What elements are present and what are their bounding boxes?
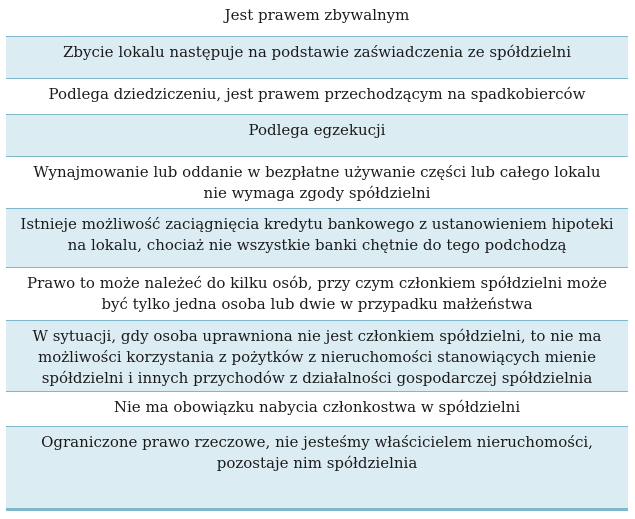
table-row bbox=[6, 209, 628, 268]
table-bottom-border bbox=[6, 509, 628, 511]
table-row bbox=[6, 427, 628, 509]
row-text: Podlega egzekucji bbox=[248, 121, 386, 139]
rights-table bbox=[6, 0, 628, 509]
table-row bbox=[6, 157, 628, 209]
table-row bbox=[6, 268, 628, 321]
row-text: Jest prawem zbywalnym bbox=[224, 6, 410, 24]
table-row bbox=[6, 115, 628, 157]
table-row bbox=[6, 37, 628, 79]
table-row bbox=[6, 392, 628, 427]
row-text: Istnieje możliwość zaciągnięcia kredytu bankowego z ustanowieniem hipoteki na lokalu, chociaż nie wszystkie banki chętnie do tego podchodzą bbox=[20, 215, 614, 254]
row-text: Nie ma obowiązku nabycia członkostwa w spółdzielni bbox=[113, 398, 521, 416]
row-text: Ograniczone prawo rzeczowe, nie jesteśmy właścicielem nieruchomości, pozostaje nim spółdzielnia bbox=[41, 433, 593, 472]
table-row bbox=[6, 0, 628, 37]
row-text: Prawo to może należeć do kilku osób, przy czym członkiem spółdzielni może być tylko jedna osoba lub dwie w przypadku małżeństwa bbox=[27, 274, 607, 313]
table-row bbox=[6, 79, 628, 115]
table-row bbox=[6, 321, 628, 392]
row-text: Podlega dziedziczeniu, jest prawem przechodzącym na spadkobierców bbox=[48, 85, 586, 103]
row-text: Zbycie lokalu następuje na podstawie zaświadczenia ze spółdzielni bbox=[62, 43, 571, 61]
row-text: Wynajmowanie lub oddanie w bezpłatne używanie części lub całego lokalu nie wymaga zgody spółdzielni bbox=[33, 163, 601, 202]
row-text: W sytuacji, gdy osoba uprawniona nie jest członkiem spółdzielni, to nie ma możliwości korzystania z pożytków z nieruchomości stanowiących mienie spółdzielni i innych przychodów z działalności gospodarczej spółdzielnia bbox=[32, 327, 602, 387]
